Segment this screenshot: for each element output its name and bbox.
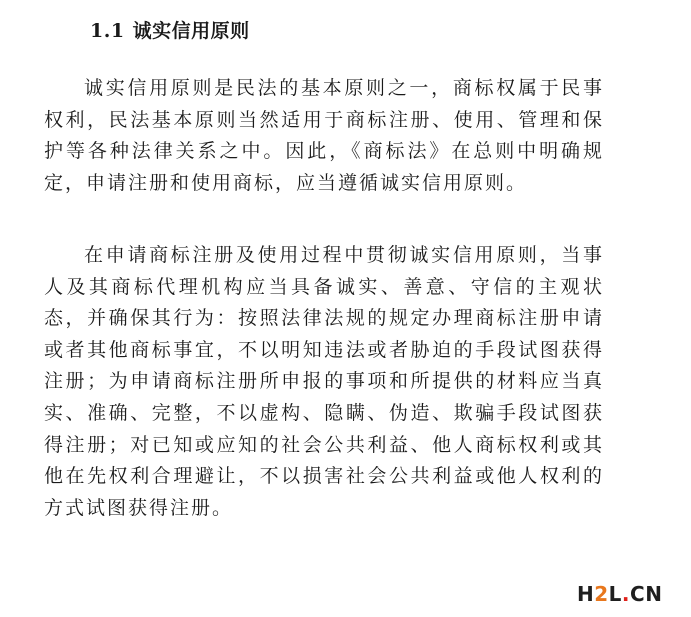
watermark-dot: .: [621, 582, 631, 606]
h2l-watermark-logo: [577, 579, 677, 609]
paragraph-1: 诚实信用原则是民法的基本原则之一，商标权属于民事权利，民法基本原则当然适用于商标注册、使用、管理和保护等各种法律关系之中。因此，《商标法》在总则中明确规定，申请注册和使用商标，应当遵循诚实信用原则。: [44, 77, 604, 194]
watermark-l: L: [608, 582, 622, 606]
section-number: 1.1: [90, 20, 125, 42]
section-title: 诚实信用原则: [132, 20, 250, 42]
watermark-cn: CN: [630, 582, 663, 606]
section-heading: [90, 16, 250, 46]
paragraph-2: 在申请商标注册及使用过程中贯彻诚实信用原则，当事人及其商标代理机构应当具备诚实、善意、守信的主观状态，并确保其行为：按照法律法规的规定办理商标注册申请或者其他商标事宜，不以明知违法或者胁迫的手段试图获得注册；为申请商标注册所申报的事项和所提供的材料应当真实、准确、完整，不以虚构、隐瞒、伪造、欺骗手段试图获得注册；对已知或应知的社会公共利益、他人商标权利或其他在先权利合理避让，不以损害社会公共利益或他人权利的方式试图获得注册。: [44, 244, 604, 519]
watermark-2: 2: [594, 582, 609, 606]
watermark-h: H: [577, 582, 595, 606]
